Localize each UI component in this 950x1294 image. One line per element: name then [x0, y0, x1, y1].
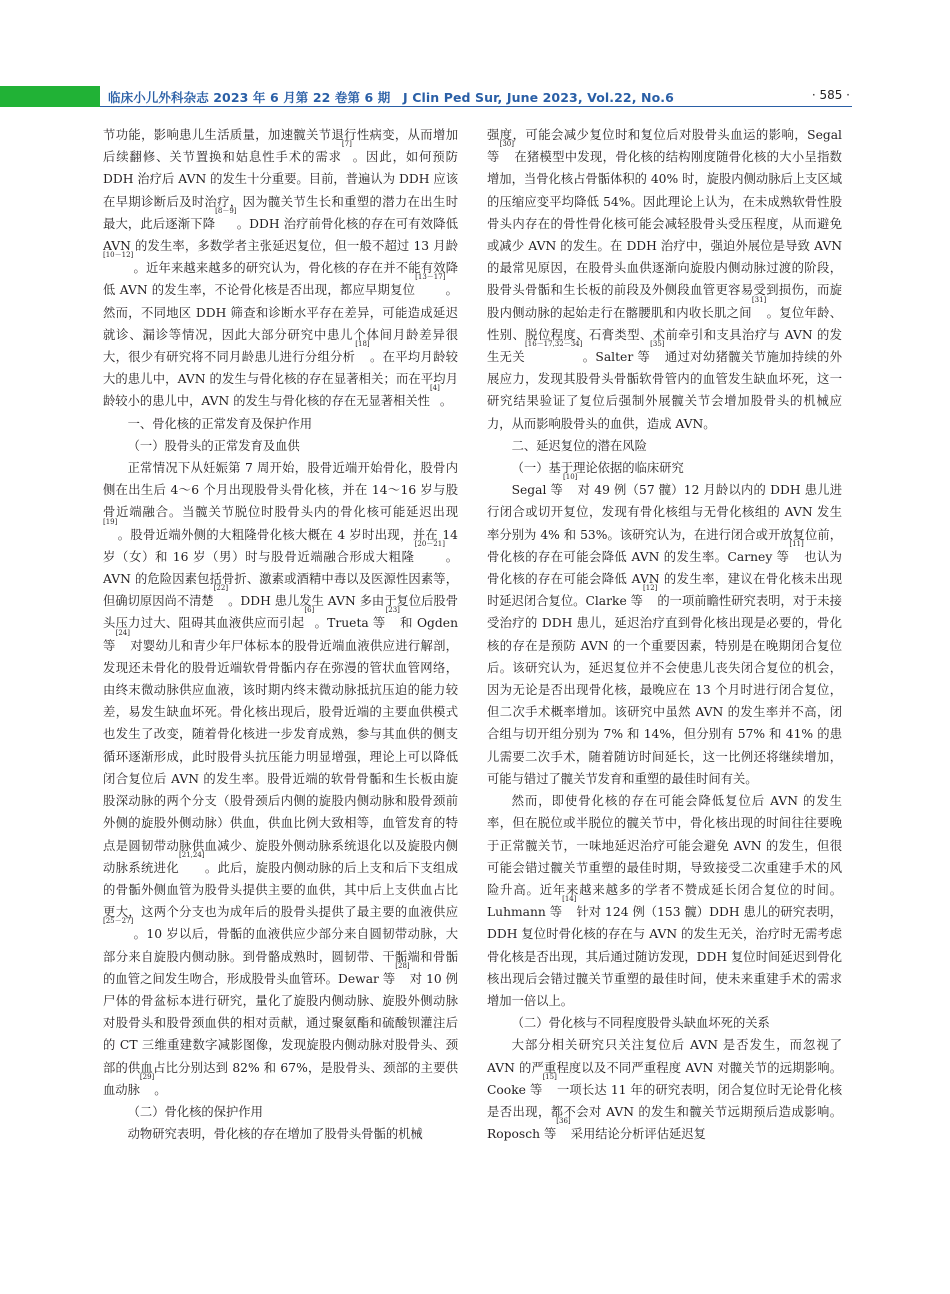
text-run: 。在平均月龄较大的患儿中，AVN 的发生与骨化核的存在显著相关；而在平均月龄较小的患儿中，AVN 的发生与骨化核的存在无显著相关性	[103, 350, 458, 409]
subsection-heading: （二）骨化核的保护作用	[127, 1104, 263, 1119]
text-run: 通过对幼猪髋关节施加持续的外展应力，发现其股骨头骨骺软骨管内的血管发生缺血坏死，这一研究结果验证了复位后强制外展髋关节会增加股骨头的机械应力，从而影响股骨头的血供，造成 AVN。	[487, 350, 842, 431]
body-paragraph	[103, 1123, 458, 1145]
citation-ref: [23]	[385, 606, 400, 615]
text-run: 然而，即使骨化核的存在可能会降低复位后 AVN 的发生率，但在脱位或半脱位的髋关节中，骨化核出现的时间往往要晚于正常髋关节，一味地延迟治疗可能会避免 AVN 的发生，但很可能会错过髋关节重塑的最佳时期，导致接受二次重建手术的风险升高。近年来越来越多的学者不赞成延长闭合复位的时间。Luhmann 等	[487, 794, 842, 920]
section-heading: 二、延迟复位的潜在风险	[511, 438, 647, 453]
subsection-heading: （一）股骨头的正常发育及血供	[127, 438, 300, 453]
citation-ref: [6]	[304, 606, 315, 615]
citation-ref: [12]	[642, 584, 658, 593]
text-run: 。AVN 的危险因素包括骨折、激素或酒精中毒以及医源性因素等，但确切原因尚不清楚	[103, 549, 458, 609]
citation-ref: [30]	[499, 140, 514, 149]
text-run: 一项长达 11 年的研究表明，闭合复位时无论骨化核是否出现，都不会对 AVN 的发生和髋关节远期预后造成影响。Roposch 等	[487, 1082, 842, 1142]
text-run: 。因此，如何预防 DDH 治疗后 AVN 的发生十分重要。目前，普遍认为 DDH 应该在早期诊断后及时治疗，因为髋关节生长和重塑的潜力在出生时最大，此后逐渐下降	[103, 150, 458, 231]
text-run: 。DDH 患儿发生 AVN 多由于复位后股骨头压力过大、阻碍其血液供应而引起	[103, 594, 458, 631]
text-run: 。Trueta 等	[314, 616, 386, 631]
text-run: 节功能，影响患儿生活质量，加速髋关节退行性病变，从而增加后续翻修、关节置换和姑息性手术的需求	[103, 128, 458, 165]
text-run: 。DDH 治疗前骨化核的存在可有效降低 AVN 的发生率，多数学者主张延迟复位，但一般不超过 13 月龄	[103, 216, 458, 254]
text-run: 对婴幼儿和青少年尸体标本的股骨近端血液供应进行解剖，发现还未骨化的股骨近端软骨骨骺内存在弥漫的管状血管网络，由终末微动脉供应血液，该时期内终末微动脉抵抗压迫的能力较差，易发生缺血坏死。骨化核出现后，股骨近端的主要血供模式也发生了改变，随着骨化核进一步发育成熟，参与其血供的侧支循环逐渐形成，此时股骨头抗压能力明显增强，理论上可以降低闭合复位后 AVN 的发生率。股骨近端的软骨骨骺和生长板由旋股深动脉的两个分支（股骨颈后内侧的旋股内侧动脉和股骨颈前外侧的旋股外侧动脉）供血，供血比例大致相等，血管发育的特点是圆韧带动脉供血减少、旋股外侧动脉系统退化以及旋股内侧动脉系统进化	[103, 638, 458, 875]
section-heading: 一、骨化核的正常发育及保护作用	[127, 416, 313, 431]
body-paragraph	[487, 124, 842, 435]
text-run: 。10 岁以后，骨骺的血液供应少部分来自圆韧带动脉，大部分来自旋股内侧动脉。到骨骼成熟时，圆韧带、干骺端和骨骺的血管之间发生吻合，形成股骨头血管环。Dewar 等	[103, 927, 458, 986]
citation-ref: [4]	[429, 384, 440, 393]
citation-ref: [18]	[355, 340, 370, 349]
citation-ref: [25－27]	[103, 917, 134, 926]
body-paragraph	[487, 1034, 842, 1145]
citation-ref: [16－17,32－34]	[525, 340, 583, 349]
citation-ref: [28]	[395, 961, 410, 970]
body-paragraph	[103, 457, 458, 1101]
text-run: 。近年来越来越多的研究认为，骨化核的存在并不能有效降低 AVN 的发生率，不论骨化核是否出现，都应早期复位	[103, 261, 458, 298]
citation-ref: [36]	[556, 1117, 571, 1126]
text-run: 针对 124 例（153 髋）DDH 患儿的研究表明，DDH 复位时骨化核的存在与 AVN 的发生无关，治疗时无需考虑骨化核是否出现，其后通过随访发现，DDH 复位时间延迟到骨化核出现后会错过髋关节重塑的最佳时间，使未来重建手术的需求增加一倍以上。	[487, 905, 842, 1008]
subsection-heading: （二）骨化核与不同程度股骨头缺血坏死的关系	[511, 1016, 770, 1031]
citation-ref: [11]	[789, 539, 804, 548]
citation-ref: [14]	[562, 895, 577, 904]
body-paragraph	[103, 124, 458, 413]
body-paragraph	[487, 473, 842, 790]
text-run: 。	[154, 1082, 167, 1097]
text-run: 对 10 例尸体的骨盆标本进行研究，量化了旋股内侧动脉、旋股外侧动脉对股骨头和股骨颈血供的相对贡献，通过聚氨酯和硫酸钡灌注后的 CT 三维重建数字减影图像，发现旋股内侧动脉对股骨头、颈部的供血占比分别达到 82% 和 67%，是股骨头、颈部的主要供血动脉	[103, 971, 459, 1097]
header-color-bar	[0, 86, 100, 107]
text-run: 强度，可能会减少复位时和复位后对股骨头血运的影响，Segal 等	[487, 128, 842, 165]
text-run: 。此后，旋股内侧动脉的后上支和后下支组成的骨骺外侧血管为股骨头提供主要的血供，其中后上支供血占比更大，这两个分支也为成年后的股骨头提供了最主要的血液供应	[103, 860, 458, 920]
text-run: 。	[439, 394, 453, 409]
citation-ref: [13－17]	[415, 273, 446, 282]
text-run: 动物研究表明，骨化核的存在增加了股骨头骨骺的机械	[127, 1127, 423, 1142]
citation-ref: [22]	[213, 584, 229, 593]
text-run: 。股骨近端外侧的大粗隆骨化核大概在 4 岁时出现，并在 14 岁（女）和 16 岁（男）时与股骨近端融合形成大粗隆	[103, 527, 458, 564]
page-number: · 585 ·	[811, 88, 850, 102]
subsection-heading: （一）基于理论依据的临床研究	[511, 461, 684, 476]
citation-ref: [21,24]	[179, 850, 205, 859]
citation-ref: [10]	[563, 473, 578, 482]
header-rule	[100, 106, 852, 107]
body-paragraph	[487, 790, 842, 1012]
running-header	[0, 84, 950, 108]
text-run: 。Salter 等	[582, 350, 651, 365]
text-run: 采用结论分析评估延迟复	[570, 1127, 706, 1142]
journal-title: 临床小儿外科杂志 2023 年 6 月第 22 卷第 6 期 J Clin Ped Sur, June 2023, Vol.22, No.6	[108, 90, 674, 105]
citation-ref: [31]	[751, 295, 767, 304]
right-column	[487, 124, 842, 1145]
text-run: 在猪模型中发现，骨化核的结构刚度随骨化核的大小呈指数增加，当骨化核占骨骺体积的 40% 时，旋股内侧动脉后上支区域的压缩应变平均降低 54%。因此理论上认为，在未成熟软骨性股骨头内存在的骨性骨化核可能会减轻股骨头受压程度，从而避免或减少 AVN 的发生。在 DDH 治疗中，强迫外展位是导致 AVN 的最常见原因，在股骨头血供逐渐向旋股内侧动脉过渡的阶段，股骨头骨骺和生长板的前段及外侧段血管更容易受到损伤，而旋股内侧动脉的起始走行在髂腰肌和内收长肌之间	[487, 150, 842, 320]
citation-ref: [35]	[650, 340, 665, 349]
citation-ref: [19]	[103, 517, 118, 526]
text-run: 。然而，不同地区 DDH 筛查和诊断水平存在差异，可能造成延迟就诊、漏诊等情况，因此大部分研究中患儿个体间月龄差异很大，很少有研究将不同月龄患儿进行分组分析	[103, 283, 458, 365]
citation-ref: [7]	[341, 140, 352, 149]
citation-ref: [29]	[139, 1072, 155, 1081]
text-run: 大部分相关研究只关注复位后 AVN 是否发生，而忽视了 AVN 的严重程度以及不同严重程度 AVN 对髋关节的远期影响。Cooke 等	[487, 1038, 842, 1097]
text-run: 对 49 例（57 髋）12 月龄以内的 DDH 患儿进行闭合或切开复位，发现有骨化核组与无骨化核组的 AVN 发生率分别为 4% 和 53%。该研究认为，在进行闭合或开放复位前，骨化核的存在可能会降低 AVN 的发生率。Carney 等	[487, 483, 842, 564]
citation-ref: [24]	[115, 628, 130, 637]
text-run: 。复位年龄、性别、脱位程度、石膏类型、术前牵引和支具治疗与 AVN 的发生无关	[487, 305, 842, 365]
text-run: 的一项前瞻性研究表明，对于未接受治疗的 DDH 患儿，延迟治疗直到骨化核出现是必要的，骨化核的存在是预防 AVN 的一个重要因素，特别是在晚期闭合复位后。该研究认为，延迟复位并不会使患儿丧失闭合复位的机会，因为无论是否出现骨化核，最晚应在 13 个月时进行闭合复位，但二次手术概率增加。该研究中虽然 AVN 的发生率并不高，闭合组与切开组分别为 7% 和 14%，但分别有 57% 和 41% 的患儿需要二次手术，随着随访时间延长，这一比例还将继续增加，可能与错过了髋关节发育和重塑的最佳时间有关。	[487, 594, 842, 786]
text-run: 正常情况下从妊娠第 7 周开始，股骨近端开始骨化，股骨内侧在出生后 4～6 个月出现股骨头骨化核，并在 14～16 岁与股骨近端融合。当髋关节脱位时股骨头内的骨化核可能延迟出现	[103, 461, 458, 520]
citation-ref: [15]	[542, 1072, 557, 1081]
left-column	[103, 124, 458, 1145]
citation-ref: [8－9]	[215, 206, 237, 215]
citation-ref: [10－12]	[103, 251, 134, 260]
text-run: Segal 等	[511, 483, 564, 498]
citation-ref: [20－21]	[414, 539, 445, 548]
text-run: 和 Ogden 等	[103, 616, 458, 653]
text-run: 也认为骨化核的存在可能会降低 AVN 的发生率，建议在骨化核未出现时延迟闭合复位。Clarke 等	[487, 549, 842, 609]
